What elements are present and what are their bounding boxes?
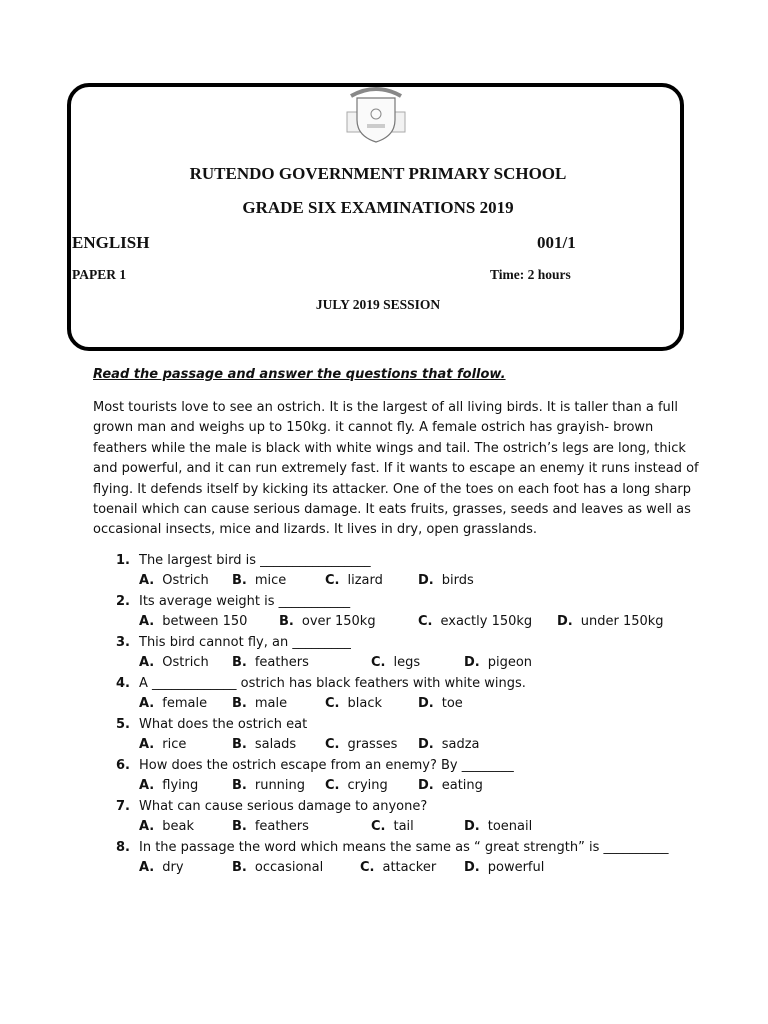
passage-line: toenail which can cause serious damage. It eats fruits, grasses, seeds and leaves as well as bbox=[93, 502, 691, 518]
option-b: B. mice bbox=[232, 573, 287, 588]
question-text: How does the ostrich escape from an enemy? By ________ bbox=[139, 758, 514, 773]
option-b: B. over 150kg bbox=[279, 614, 376, 629]
option-d: D. birds bbox=[418, 573, 474, 588]
option-a: A. flying bbox=[139, 778, 199, 793]
school-name: RUTENDO GOVERNMENT PRIMARY SCHOOL bbox=[189, 164, 567, 183]
question-8 bbox=[0, 840, 768, 881]
question-6 bbox=[0, 758, 768, 799]
question-number: 4. bbox=[116, 676, 130, 691]
paper-number: PAPER 1 bbox=[72, 267, 127, 282]
option-a: A. rice bbox=[139, 737, 187, 752]
option-a: A. Ostrich bbox=[139, 655, 209, 670]
question-number: 8. bbox=[116, 840, 130, 855]
question-1 bbox=[0, 553, 768, 594]
question-text: What does the ostrich eat bbox=[139, 717, 308, 732]
subject-name: ENGLISH bbox=[72, 233, 150, 252]
option-d: D. under 150kg bbox=[557, 614, 664, 629]
option-a: A. beak bbox=[139, 819, 194, 834]
option-b: B. occasional bbox=[232, 860, 324, 875]
question-3 bbox=[0, 635, 768, 676]
option-d: D. powerful bbox=[464, 860, 545, 875]
passage bbox=[93, 398, 699, 541]
paper-code: 001/1 bbox=[537, 233, 576, 252]
option-b: B. salads bbox=[232, 737, 297, 752]
option-d: D. eating bbox=[418, 778, 483, 793]
option-d: D. toenail bbox=[464, 819, 533, 834]
question-number: 1. bbox=[116, 553, 130, 568]
question-text: This bird cannot fly, an _________ bbox=[139, 635, 351, 650]
question-number: 6. bbox=[116, 758, 130, 773]
option-d: D. pigeon bbox=[464, 655, 533, 670]
option-c: C. lizard bbox=[325, 573, 383, 588]
exam-session: JULY 2019 SESSION bbox=[315, 297, 441, 312]
option-a: A. Ostrich bbox=[139, 573, 209, 588]
question-number: 5. bbox=[116, 717, 130, 732]
question-5 bbox=[0, 717, 768, 758]
question-text: Its average weight is ___________ bbox=[139, 594, 351, 609]
option-a: A. between 150 bbox=[139, 614, 248, 629]
option-c: C. legs bbox=[371, 655, 421, 670]
option-b: B. feathers bbox=[232, 655, 309, 670]
option-c: C. attacker bbox=[360, 860, 437, 875]
question-text: What can cause serious damage to anyone? bbox=[139, 799, 428, 814]
school-crest-logo bbox=[343, 86, 409, 146]
question-7 bbox=[0, 799, 768, 840]
question-text: A _____________ ostrich has black feathers with white wings. bbox=[139, 676, 526, 691]
question-number: 2. bbox=[116, 594, 130, 609]
question-2 bbox=[0, 594, 768, 635]
passage-line: Most tourists love to see an ostrich. It is the largest of all living birds. It is taller than a full bbox=[93, 400, 678, 415]
exam-title: GRADE SIX EXAMINATIONS 2019 bbox=[242, 198, 514, 217]
question-list bbox=[0, 553, 768, 881]
option-a: A. female bbox=[139, 696, 208, 711]
option-c: C. exactly 150kg bbox=[418, 614, 533, 629]
passage-line: and powerful, and it can run extremely fast. If it wants to escape an enemy it runs instead of bbox=[93, 461, 699, 477]
option-d: D. sadza bbox=[418, 737, 480, 752]
option-c: C. tail bbox=[371, 819, 414, 834]
option-a: A. dry bbox=[139, 860, 184, 875]
passage-line: occasional insects, mice and lizards. It lives in dry, open grasslands. bbox=[93, 522, 538, 538]
option-c: C. grasses bbox=[325, 737, 398, 752]
option-b: B. feathers bbox=[232, 819, 309, 834]
question-number: 7. bbox=[116, 799, 130, 814]
question-text: In the passage the word which means the same as “ great strength” is __________ bbox=[139, 840, 669, 855]
question-number: 3. bbox=[116, 635, 130, 650]
option-c: C. crying bbox=[325, 778, 388, 793]
option-b: B. running bbox=[232, 778, 306, 793]
passage-line: feathers while the male is black with white wings and tail. The ostrich’s legs are long, thick bbox=[93, 440, 686, 456]
option-b: B. male bbox=[232, 696, 288, 711]
question-4 bbox=[0, 676, 768, 717]
passage-line: flying. It defends itself by kicking its attacker. One of the toes on each foot has a long sharp bbox=[93, 481, 692, 497]
question-text: The largest bird is _________________ bbox=[139, 553, 371, 568]
option-c: C. black bbox=[325, 696, 382, 711]
option-d: D. toe bbox=[418, 696, 463, 711]
passage-line: grown man and weighs up to 150kg. it cannot fly. A female ostrich has grayish- brown bbox=[93, 420, 654, 436]
time-allowed: Time: 2 hours bbox=[490, 267, 571, 282]
instruction: Read the passage and answer the questions that follow. bbox=[93, 367, 506, 382]
